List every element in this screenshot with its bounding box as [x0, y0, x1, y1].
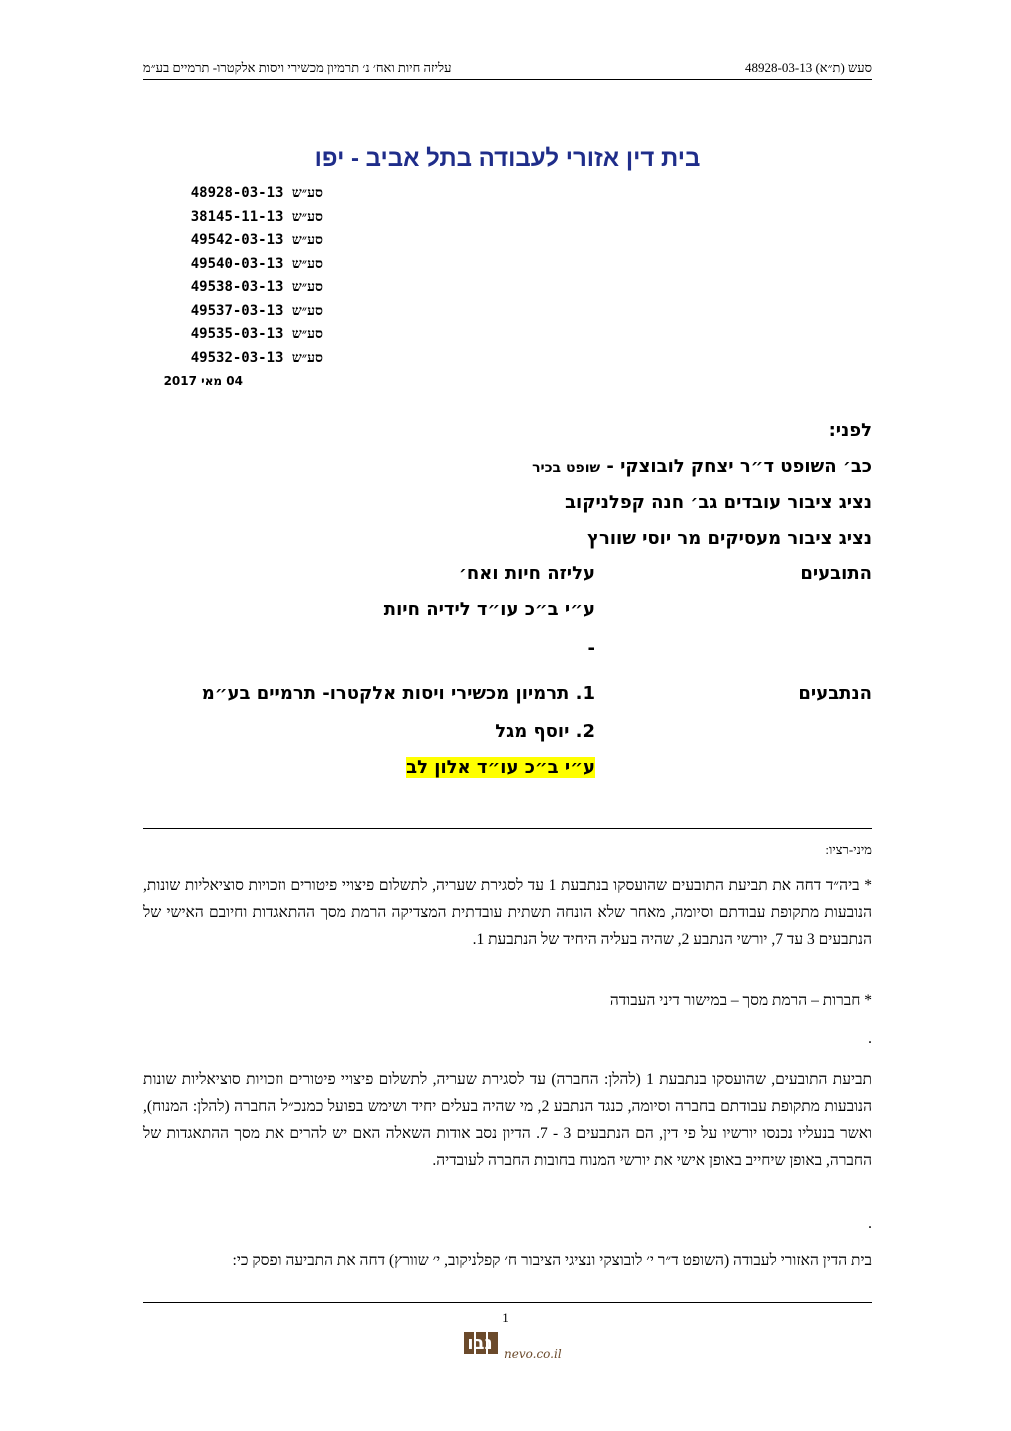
nevo-logo — [462, 1328, 562, 1368]
before-label: לפני: — [828, 420, 872, 441]
highlighted-text: ע״י ב״כ עו״ד אלון לב — [406, 757, 595, 778]
header-case-ref: סעש (ת״א) 48928-03-13 — [745, 60, 872, 75]
case-number: סע״ש 49535-03-13 — [190, 326, 323, 342]
defendant-2: 2. יוסף מגל — [495, 721, 595, 742]
case-number: סע״ש 49538-03-13 — [190, 279, 323, 295]
section-divider — [143, 828, 872, 829]
separator-dot: . — [868, 1030, 872, 1047]
case-number: סע״ש 49540-03-13 — [190, 255, 323, 272]
logo-subtext: nevo.co.il — [504, 1347, 562, 1361]
judge-name: כב׳ השופט ד״ר יצחק לובוצקי - — [600, 456, 872, 477]
footer-divider — [143, 1302, 872, 1303]
summary-paragraph-facts: תביעת התובעים, שהועסקו בנתבעת 1 (להלן: החברה) עד לסגירת שעריה, לתשלום פיצויי פיטורים וזכויות סוציאליות שונות הנובעות מתקופת עבודתם בחברה וסיומה, כנגד הנתבע 2, מי שהיה בעלים יחיד ושימש בפועל כמנכ״ל החברה (להלן: המנוח), ואשר בנעליו נכנסו יורשיו על פי דין, הם הנתבעים 3 - 7. הדיון נסב אודות השאלה האם יש להרים את מסך ההתאגדות של החברה, באופן שיחייב באופן אישי את יורשי המנוח בחובות החברה לעובדיה. — [143, 1071, 872, 1169]
logo-text: נבו — [467, 1333, 493, 1354]
summary-label: מיני-רציו: — [825, 842, 872, 857]
page-number: 1 — [502, 1310, 509, 1325]
decision-date: 04 מאי 2017 — [163, 374, 243, 388]
plaintiffs-label: התובעים — [800, 563, 872, 584]
judge-line — [532, 456, 872, 477]
summary-paragraph-1: * ביה״ד דחה את תביעת התובעים שהועסקו בנתבעת 1 עד לסגירת שעריה, לתשלום פיצויי פיטורים וזכויות סוציאליות שונות, הנובעות מתקופת עבודתם וסיומה, מאחר שלא הונחה תשתית עובדתית המצדיקה הרמת מסך ההתאגדות וחיובם האישי של הנתבעים 3 עד 7, יורשי הנתבע 2, שהיה בעליה היחיד של הנתבעת 1. — [143, 877, 872, 948]
versus-dash: - — [587, 638, 595, 659]
defendants-label: הנתבעים — [798, 683, 872, 704]
summary-paragraph-ruling: בית הדין האזורי לעבודה (השופט ד״ר י׳ לובוצקי ונציגי הציבור ח׳ קפלניקוב, י׳ שוורץ) דחה את התביעה ופסק כי: — [232, 1252, 872, 1269]
plaintiffs-name: עליזה חיות ואח׳ — [458, 563, 595, 584]
header-divider — [143, 79, 872, 80]
plaintiffs-counsel: ע״י ב״כ עו״ד לידיה חיות — [383, 599, 595, 620]
court-title: בית דין אזורי לעבודה בתל אביב - יפו — [314, 145, 701, 172]
case-number: סע״ש 38145-11-13 — [190, 208, 323, 225]
separator-dot: . — [868, 1215, 872, 1232]
defendants-counsel — [406, 757, 595, 778]
case-number-list — [143, 182, 323, 370]
header-parties: עליזה חיות ואח׳ נ׳ תרמיון מכשירי ויסות אלקטרו- תרמיים בע״מ — [143, 60, 452, 75]
employers-representative: נציג ציבור מעסיקים מר יוסי שוורץ — [587, 528, 872, 549]
defendant-1: 1. תרמיון מכשירי ויסות אלקטרו- תרמיים בע״מ — [201, 683, 595, 704]
case-number: סע״ש 48928-03-13 — [190, 185, 323, 201]
case-number: סע״ש 49537-03-13 — [190, 302, 323, 319]
case-number: סע״ש 49542-03-13 — [190, 232, 323, 248]
judge-title: שופט בכיר — [532, 460, 601, 476]
running-header — [143, 60, 872, 80]
case-number: סע״ש 49532-03-13 — [190, 349, 323, 366]
workers-representative: נציג ציבור עובדים גב׳ חנה קפלניקוב — [565, 492, 872, 513]
summary-topic-line: * חברות – הרמת מסך – במישור דיני העבודה — [609, 992, 872, 1009]
